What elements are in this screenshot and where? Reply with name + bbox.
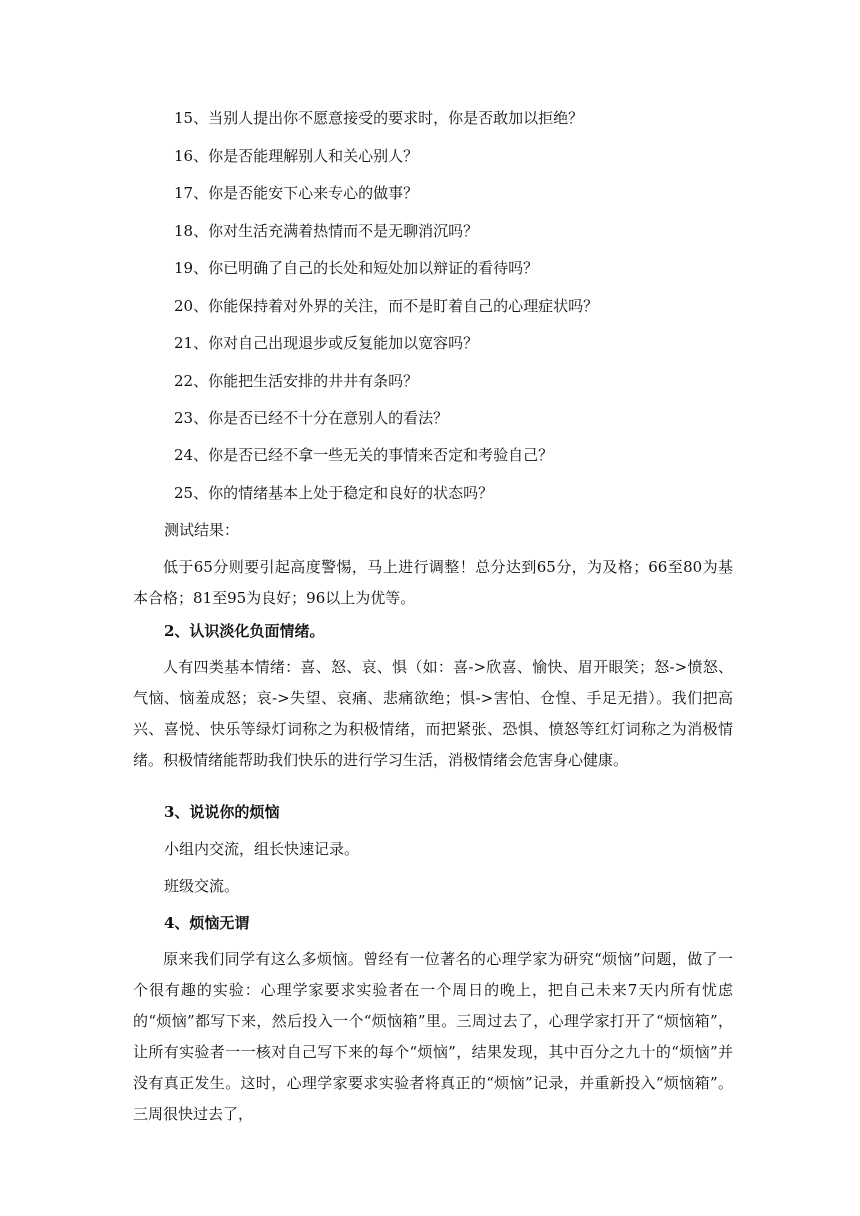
question-21: 21、你对自己出现退步或反复能加以宽容吗？ (174, 334, 479, 352)
result-paragraph: 低于65分则要引起高度警惕，马上进行调整！总分达到65分，为及格；66至80为基本合格；81至95为良好；96以上为优等。 (133, 558, 733, 607)
section-4-paragraph: 原来我们同学有这么多烦恼。曾经有一位著名的心理学家为研究“烦恼”问题，做了一个很有趣的实验：心理学家要求实验者在一个周日的晚上，把自己未来7天内所有忧虑的“烦恼”都写下来，然后投入一个“烦恼箱”里。三周过去了，心理学家打开了“烦恼箱”，让所有实验者一一核对自己写下来的每个“烦恼”，结果发现，其中百分之九十的“烦恼”并没有真正发生。这时，心理学家要求实验者将真正的“烦恼”记录，并重新投入“烦恼箱”。三周很快过去了， (133, 950, 733, 1123)
question-16: 16、你是否能理解别人和关心别人？ (174, 147, 419, 165)
question-20: 20、你能保持着对外界的关注，而不是盯着自己的心理症状吗？ (174, 297, 599, 315)
section-3-line-2: 班级交流。 (164, 877, 240, 895)
question-22: 22、你能把生活安排的井井有条吗？ (174, 372, 419, 390)
result-label: 测试结果： (164, 521, 240, 539)
question-15: 15、当别人提出你不愿意接受的要求时，你是否敢加以拒绝？ (174, 109, 584, 127)
section-3-heading: 3、说说你的烦恼 (164, 803, 280, 821)
question-17: 17、你是否能安下心来专心的做事？ (174, 184, 419, 202)
section-4-heading: 4、烦恼无谓 (164, 914, 250, 932)
section-3-line-1: 小组内交流，组长快速记录。 (164, 840, 360, 858)
section-2-paragraph: 人有四类基本情绪：喜、怒、哀、惧（如：喜->欣喜、愉快、眉开眼笑；怒->愤怒、气恼、恼羞成怒；哀->失望、哀痛、悲痛欲绝；惧->害怕、仓惶、手足无措）。我们把高兴、喜悦、快乐等绿灯词称之为积极情绪，而把紧张、恐惧、愤怒等红灯词称之为消极情绪。积极情绪能帮助我们快乐的进行学习生活，消极情绪会危害身心健康。 (133, 658, 733, 769)
question-24: 24、你是否已经不拿一些无关的事情来否定和考验自己？ (174, 446, 554, 464)
question-23: 23、你是否已经不十分在意别人的看法？ (174, 409, 449, 427)
question-25: 25、你的情绪基本上处于稳定和良好的状态吗？ (174, 484, 494, 502)
question-19: 19、你已明确了自己的长处和短处加以辩证的看待吗？ (174, 259, 539, 277)
question-18: 18、你对生活充满着热情而不是无聊消沉吗？ (174, 222, 479, 240)
section-2-heading: 2、认识淡化负面情绪。 (164, 622, 325, 640)
